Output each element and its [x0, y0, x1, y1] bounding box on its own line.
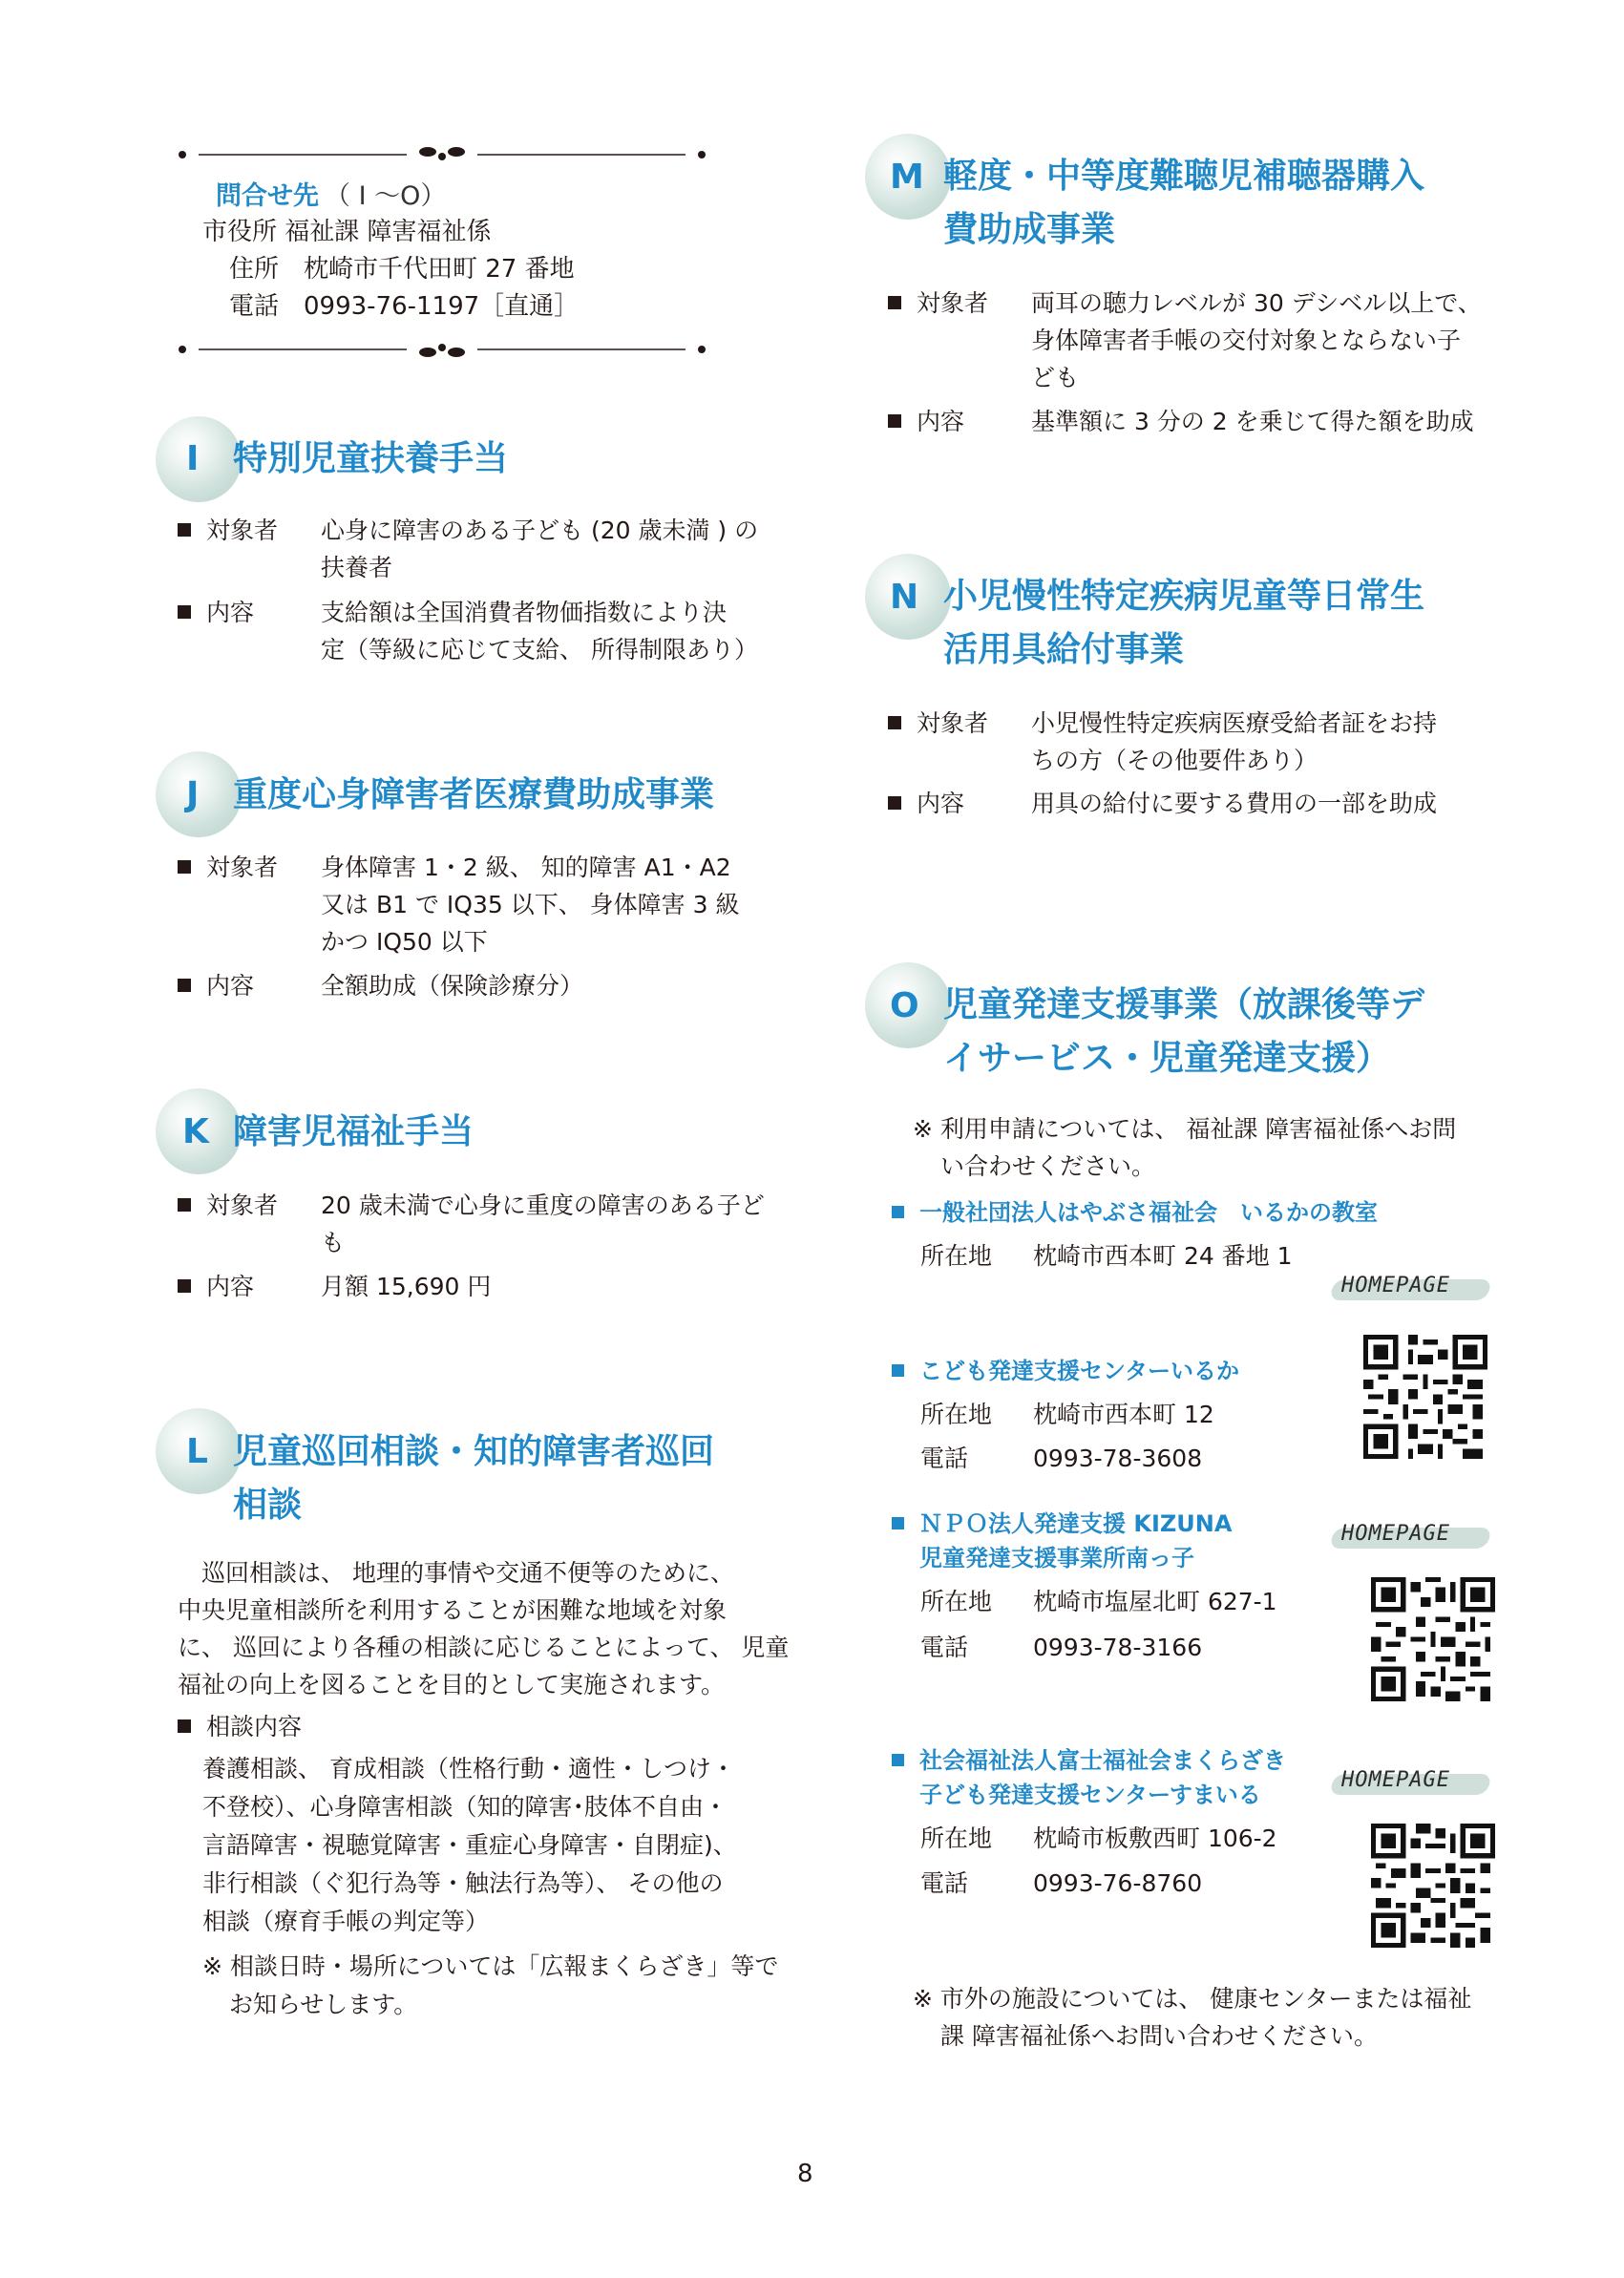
section-letter: I: [186, 439, 200, 478]
section-title: 児童巡回相談・知的障害者巡回: [233, 1432, 715, 1471]
row-target: 対象者 小児慢性特定疾病医療受給者証をお持 ちの方（その他要件あり）: [888, 705, 1537, 781]
consult-line: 相談（療育手帳の判定等）: [202, 1908, 490, 1935]
contact-range: （ I ～O）: [325, 181, 447, 211]
facility-name-line2: 児童発達支援事業所南っ子: [919, 1545, 1194, 1571]
paragraph-line: 中央児童相談所を利用することが困難な地域を対象: [178, 1596, 728, 1624]
contact-address: 住所 枕崎市千代田町 27 番地: [229, 255, 575, 284]
paragraph-line: 巡回相談は、 地理的事情や交通不便等のために、: [178, 1559, 734, 1587]
homepage-label[interactable]: HOMEPAGE: [1322, 1270, 1494, 1308]
section-title-line2: 活用具給付事業: [943, 630, 1185, 669]
page-number: 8: [797, 2160, 813, 2188]
facility-phone: 電話 0993-76-8760: [920, 1869, 1203, 1897]
note-line: お知らせします。: [229, 1991, 418, 2018]
note-line: ※ 相談日時・場所については「広報まくらざき」等で: [202, 1952, 779, 1980]
note-line: ※ 市外の施設については、 健康センターまたは福祉: [913, 1985, 1472, 2013]
contact-office: 市役所 福祉課 障害福祉係: [202, 218, 492, 246]
contact-title: 問合せ先 （ I ～O）: [216, 181, 447, 211]
consult-line: 言語障害・視聴覚障害・重症心身障害・自閉症)、: [202, 1831, 737, 1859]
section-title-line2: 費助成事業: [943, 210, 1116, 249]
facility-address: 所在地 枕崎市西本町 24 番地 1: [920, 1242, 1293, 1270]
section-title: 小児慢性特定疾病児童等日常生: [943, 577, 1425, 616]
section-title: 特別児童扶養手当: [233, 439, 509, 478]
row-content: 内容 基準額に 3 分の 2 を乗じて得た額を助成: [888, 403, 1537, 441]
facility-name: 一般社団法人はやぶさ福祉会 いるかの教室: [892, 1195, 1378, 1230]
row-content: 内容 月額 15,690 円: [178, 1268, 789, 1306]
consult-line: 養護相談、 育成相談（性格行動・適性・しつけ・: [202, 1755, 735, 1782]
section-letter: O: [890, 986, 919, 1025]
consult-line: 非行相談（ぐ犯行為等・触法行為等）、 その他の: [202, 1869, 724, 1897]
qr-code-icon[interactable]: [1371, 1577, 1495, 1701]
note-line: ※ 利用申請については、 福祉課 障害福祉係へお問: [913, 1115, 1457, 1143]
row-target: 対象者 両耳の聴力レベルが 30 デシベル以上で、 身体障害者手帳の交付対象とならない子 ども: [888, 285, 1537, 399]
homepage-label[interactable]: HOMEPAGE: [1322, 1764, 1494, 1803]
homepage-label[interactable]: HOMEPAGE: [1322, 1518, 1494, 1556]
paragraph-line: に、 巡回により各種の相談に応じることによって、 児童: [178, 1634, 790, 1661]
row-content: 内容 全額助成（保険診療分）: [178, 967, 789, 1005]
consult-line: 不登校）、心身障害相談（知的障害･肢体不自由・: [202, 1793, 728, 1821]
section-title: 障害児福祉手当: [233, 1112, 475, 1151]
ornament-bottom: [178, 342, 707, 357]
facility-name: 社会福祉法人富士福祉会まくらざき: [892, 1743, 1286, 1778]
paragraph-line: 福祉の向上を図ることを目的として実施されます。: [178, 1671, 726, 1698]
facility-phone: 電話 0993-78-3166: [920, 1634, 1203, 1661]
section-letter: J: [186, 775, 200, 814]
ornament-top: [178, 147, 707, 162]
section-letter: K: [182, 1112, 209, 1151]
section-title: 軽度・中等度難聴児補聴器購入: [943, 157, 1425, 196]
note-line: 課 障害福祉係へお問い合わせください。: [940, 2022, 1378, 2050]
qr-code-icon[interactable]: [1371, 1824, 1495, 1948]
row-content: 内容 用具の給付に要する費用の一部を助成: [888, 785, 1537, 823]
facility-address: 所在地 枕崎市板敷西町 106-2: [920, 1825, 1277, 1852]
facility-address: 所在地 枕崎市塩屋北町 627-1: [920, 1588, 1277, 1615]
row-content: 内容 支給額は全国消費者物価指数により決 定（等級に応じて支給、 所得制限あり）: [178, 594, 789, 670]
section-title: 児童発達支援事業（放課後等デ: [943, 985, 1425, 1024]
section-letter: L: [186, 1432, 208, 1471]
facility-address: 所在地 枕崎市西本町 12: [920, 1401, 1214, 1428]
section-title-line2: 相談: [233, 1486, 303, 1525]
row-sub-label: 相談内容: [178, 1708, 789, 1746]
facility-name: ＮＰＯ法人発達支援 KIZUNA: [892, 1507, 1232, 1541]
qr-code-icon[interactable]: [1363, 1335, 1487, 1459]
section-letter: M: [890, 158, 924, 197]
contact-phone: 電話 0993-76-1197［直通］: [229, 292, 580, 321]
row-target: 対象者 心身に障害のある子ども (20 歳未満 ) の 扶養者: [178, 512, 789, 588]
row-target: 対象者 20 歳未満で心身に重度の障害のある子ど も: [178, 1187, 789, 1263]
section-title: 重度心身障害者医療費助成事業: [233, 775, 715, 814]
facility-name-line2: 子ども発達支援センターすまいる: [919, 1782, 1261, 1808]
facility-phone: 電話 0993-78-3608: [920, 1445, 1203, 1472]
facility-name: こども発達支援センターいるか: [892, 1354, 1239, 1388]
section-title-line2: イサービス・児童発達支援）: [943, 1039, 1391, 1078]
note-line: い合わせください。: [940, 1152, 1156, 1180]
section-letter: N: [890, 578, 919, 617]
row-target: 対象者 身体障害 1・2 級、 知的障害 A1・A2 又は B1 で IQ35 以下、 身体障害 3 級 かつ IQ50 以下: [178, 849, 789, 963]
